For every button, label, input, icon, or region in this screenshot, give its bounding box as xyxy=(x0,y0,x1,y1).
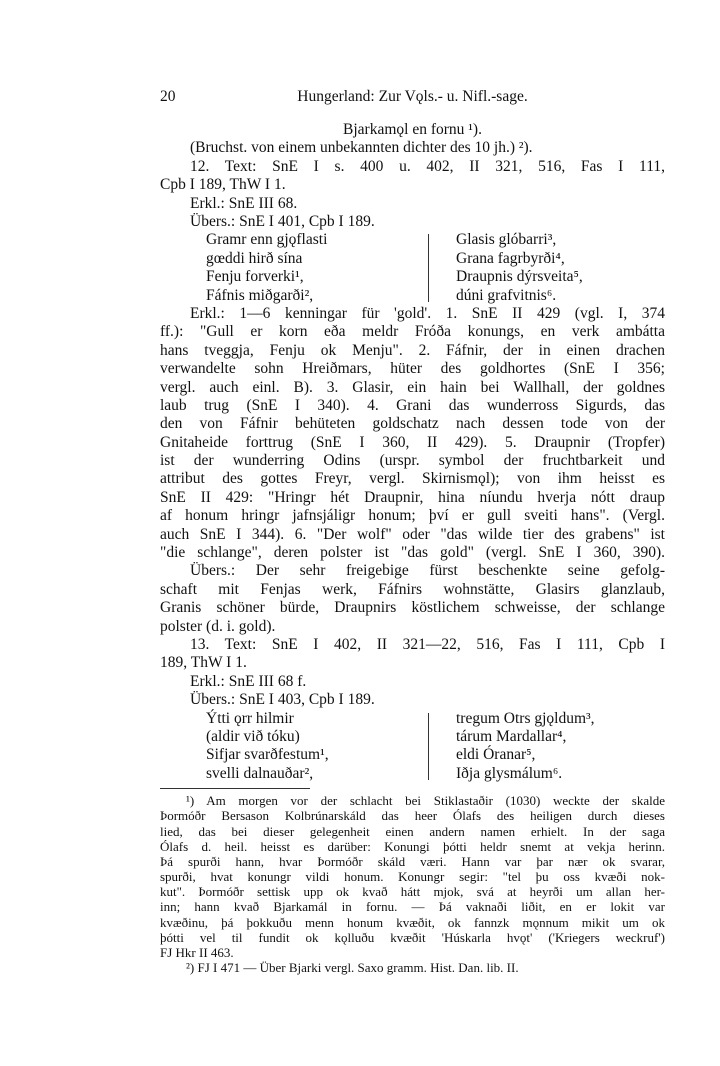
footnotes xyxy=(160,793,665,975)
footnote-line: Þá spurði hann, hvar Þormóðr skáld væri. Hann var þar nær ok svarar, xyxy=(160,853,665,869)
verse-line: Draupnis dýrsveita⁵, xyxy=(456,268,583,286)
verse-line: gœddi hirð sína xyxy=(206,249,303,267)
verse-divider xyxy=(428,713,429,781)
text-line: Erkl.: SnE III 68. xyxy=(190,194,298,212)
text-line: auch SnE I 344). 6. "Der wolf" oder "das wilde tier des grabens" ist xyxy=(160,525,665,543)
verse-left-column xyxy=(206,710,329,784)
page-header xyxy=(160,88,665,108)
text-line: Übers.: SnE I 403, Cpb I 189. xyxy=(190,691,375,709)
text-line: vergl. auch einl. B). 3. Glasir, ein hain bei Wallhall, der goldnes xyxy=(160,378,665,396)
text-line: Erkl.: 1—6 kenningar für 'gold'. 1. SnE II 429 (vgl. I, 374 xyxy=(190,304,665,322)
page-number: 20 xyxy=(160,88,176,105)
text-line: den von Fáfnir behüteten goldschatz nach dessen tode von der xyxy=(160,415,665,433)
section-commentary xyxy=(160,305,665,710)
footnote-line: Þormóðr Bersason Kolbrúnarskáld das heer Ólafs des heiligen durch dieses xyxy=(160,808,665,824)
text-line: 189, ThW I 1. xyxy=(160,654,247,672)
footnote-line: Ólafs d. heil. heisst es darüber: Konungi þótti heldr snemt at vekja herinn. xyxy=(160,838,665,854)
text-line: polster (d. i. gold). xyxy=(160,617,276,635)
verse-right-column xyxy=(456,231,583,305)
footnote-line: þótti vel til fundit ok kǫlluðu kvæðit 'Húskarla hvǫt' ('Kriegers weckruf') xyxy=(160,929,665,945)
verse-stanza-12 xyxy=(206,231,665,305)
verse-line: tárum Mardallar⁴, xyxy=(456,727,567,745)
verse-line: Iðja glysmálum⁶. xyxy=(456,764,563,782)
verse-line: Glasis glóbarri³, xyxy=(456,231,557,249)
verse-line: (aldir við tóku) xyxy=(206,727,300,745)
text-line: Cpb I 189, ThW I 1. xyxy=(160,176,286,194)
verse-line: eldi Óranar⁵, xyxy=(456,746,536,764)
verse-left-column xyxy=(206,231,327,305)
text-line: af honum hringr jafnsjáligr honum; því er gull sveiti hans". (Vergl. xyxy=(160,507,665,525)
text-line: "die schlange", deren polster ist "das gold" (vergl. SnE I 360, 390). xyxy=(160,544,665,562)
verse-line: Fáfnis miðgarði², xyxy=(206,286,314,304)
text-line: 12. Text: SnE I s. 400 u. 402, II 321, 516, Fas I 111, xyxy=(190,157,665,175)
running-title: Hungerland: Zur Vǫls.- u. Nifl.-sage. xyxy=(297,88,528,105)
text-line: SnE II 429: "Hringr hét Draupnir, hina níundu hverja nótt draup xyxy=(160,488,665,506)
text-line: Übers.: SnE I 401, Cpb I 189. xyxy=(190,212,375,230)
verse-divider xyxy=(428,234,429,302)
main-text xyxy=(160,121,665,975)
text-line: attribut des gottes Freyr, vergl. Skirnismǫl); von ihm heisst es xyxy=(160,470,665,488)
text-line: Granis schöner bürde, Draupnirs köstlichem schweisse, der schlange xyxy=(160,599,665,617)
text-line: Übers.: Der sehr freigebige fürst beschenkte seine gefolg- xyxy=(190,562,665,580)
footnote-line: kut". Þormóðr settisk upp ok kvað hátt mjok, svá at heyrði um allan her- xyxy=(160,884,665,900)
verse-line: svelli dalnauðar², xyxy=(206,764,314,782)
text-line: hans tveggja, Fenju ok Menju". 2. Fáfnir, der in einen drachen xyxy=(160,341,665,359)
verse-line: Gramr enn gjǫflasti xyxy=(206,231,328,249)
text-line: schaft mit Fenjas werk, Fáfnirs wohnstätte, Glasirs glanzlaub, xyxy=(160,580,665,598)
text-line: ff.): "Gull er korn eða meldr Fróða konungs, en verk ambátta xyxy=(160,323,665,341)
verse-line: Fenju forverki¹, xyxy=(206,268,304,286)
footnote-line: inn; hann kvað Bjarkamál in fornu. — Þá vaknaði liðit, en er lokit var xyxy=(160,899,665,915)
text-line: Bjarkamǫl en fornu ¹). xyxy=(343,121,482,138)
verse-right-column xyxy=(456,710,595,784)
footnote-line: kvæðinu, þá þokkuðu menn honum kvæðit, ok fannzk mǫnnum mikit um ok xyxy=(160,914,665,930)
footnote-line: spurði, hvat konungr vildi honum. Konungr segir: "tel þu oss kvæði nok- xyxy=(160,869,665,885)
footnote-line: FJ Hkr II 463. xyxy=(160,945,234,960)
text-line: (Bruchst. von einem unbekannten dichter des 10 jh.) ²). xyxy=(190,139,533,157)
footnote-line: ¹) Am morgen vor der schlacht bei Stiklastaðir (1030) weckte der skalde xyxy=(186,793,665,809)
verse-line: Ýtti ǫrr hilmir xyxy=(206,709,294,727)
footnote-rule xyxy=(160,788,310,789)
text-line: ist der wunderring Odins (urspr. symbol der fruchtbarkeit und xyxy=(160,452,665,470)
footnote-line: lied, das bei dieser gelegenheit einen andern namen erhielt. In der saga xyxy=(160,823,665,839)
text-line: verwandelte sohn Hreiðmars, hüter des goldhortes (SnE I 356; xyxy=(160,360,665,378)
text-line: 13. Text: SnE I 402, II 321—22, 516, Fas I 111, Cpb I xyxy=(190,635,665,653)
footnote-line: ²) FJ I 471 — Über Bjarki vergl. Saxo gramm. Hist. Dan. lib. II. xyxy=(186,960,519,976)
verse-line: tregum Otrs gjǫldum³, xyxy=(456,709,595,727)
verse-line: Sifjar svarðfestum¹, xyxy=(206,746,329,764)
verse-line: Grana fagrbyrði⁴, xyxy=(456,249,565,267)
text-line: Erkl.: SnE III 68 f. xyxy=(190,672,307,690)
verse-line: dúni grafvitnis⁶. xyxy=(456,286,557,304)
section-intro xyxy=(160,121,665,231)
text-line: Gnitaheide forttrug (SnE I 360, II 429). 5. Draupnir (Tropfer) xyxy=(160,433,665,451)
text-line: laub trug (SnE I 340). 4. Grani das wunderross Sigurds, das xyxy=(160,396,665,414)
verse-stanza-13 xyxy=(206,710,665,784)
